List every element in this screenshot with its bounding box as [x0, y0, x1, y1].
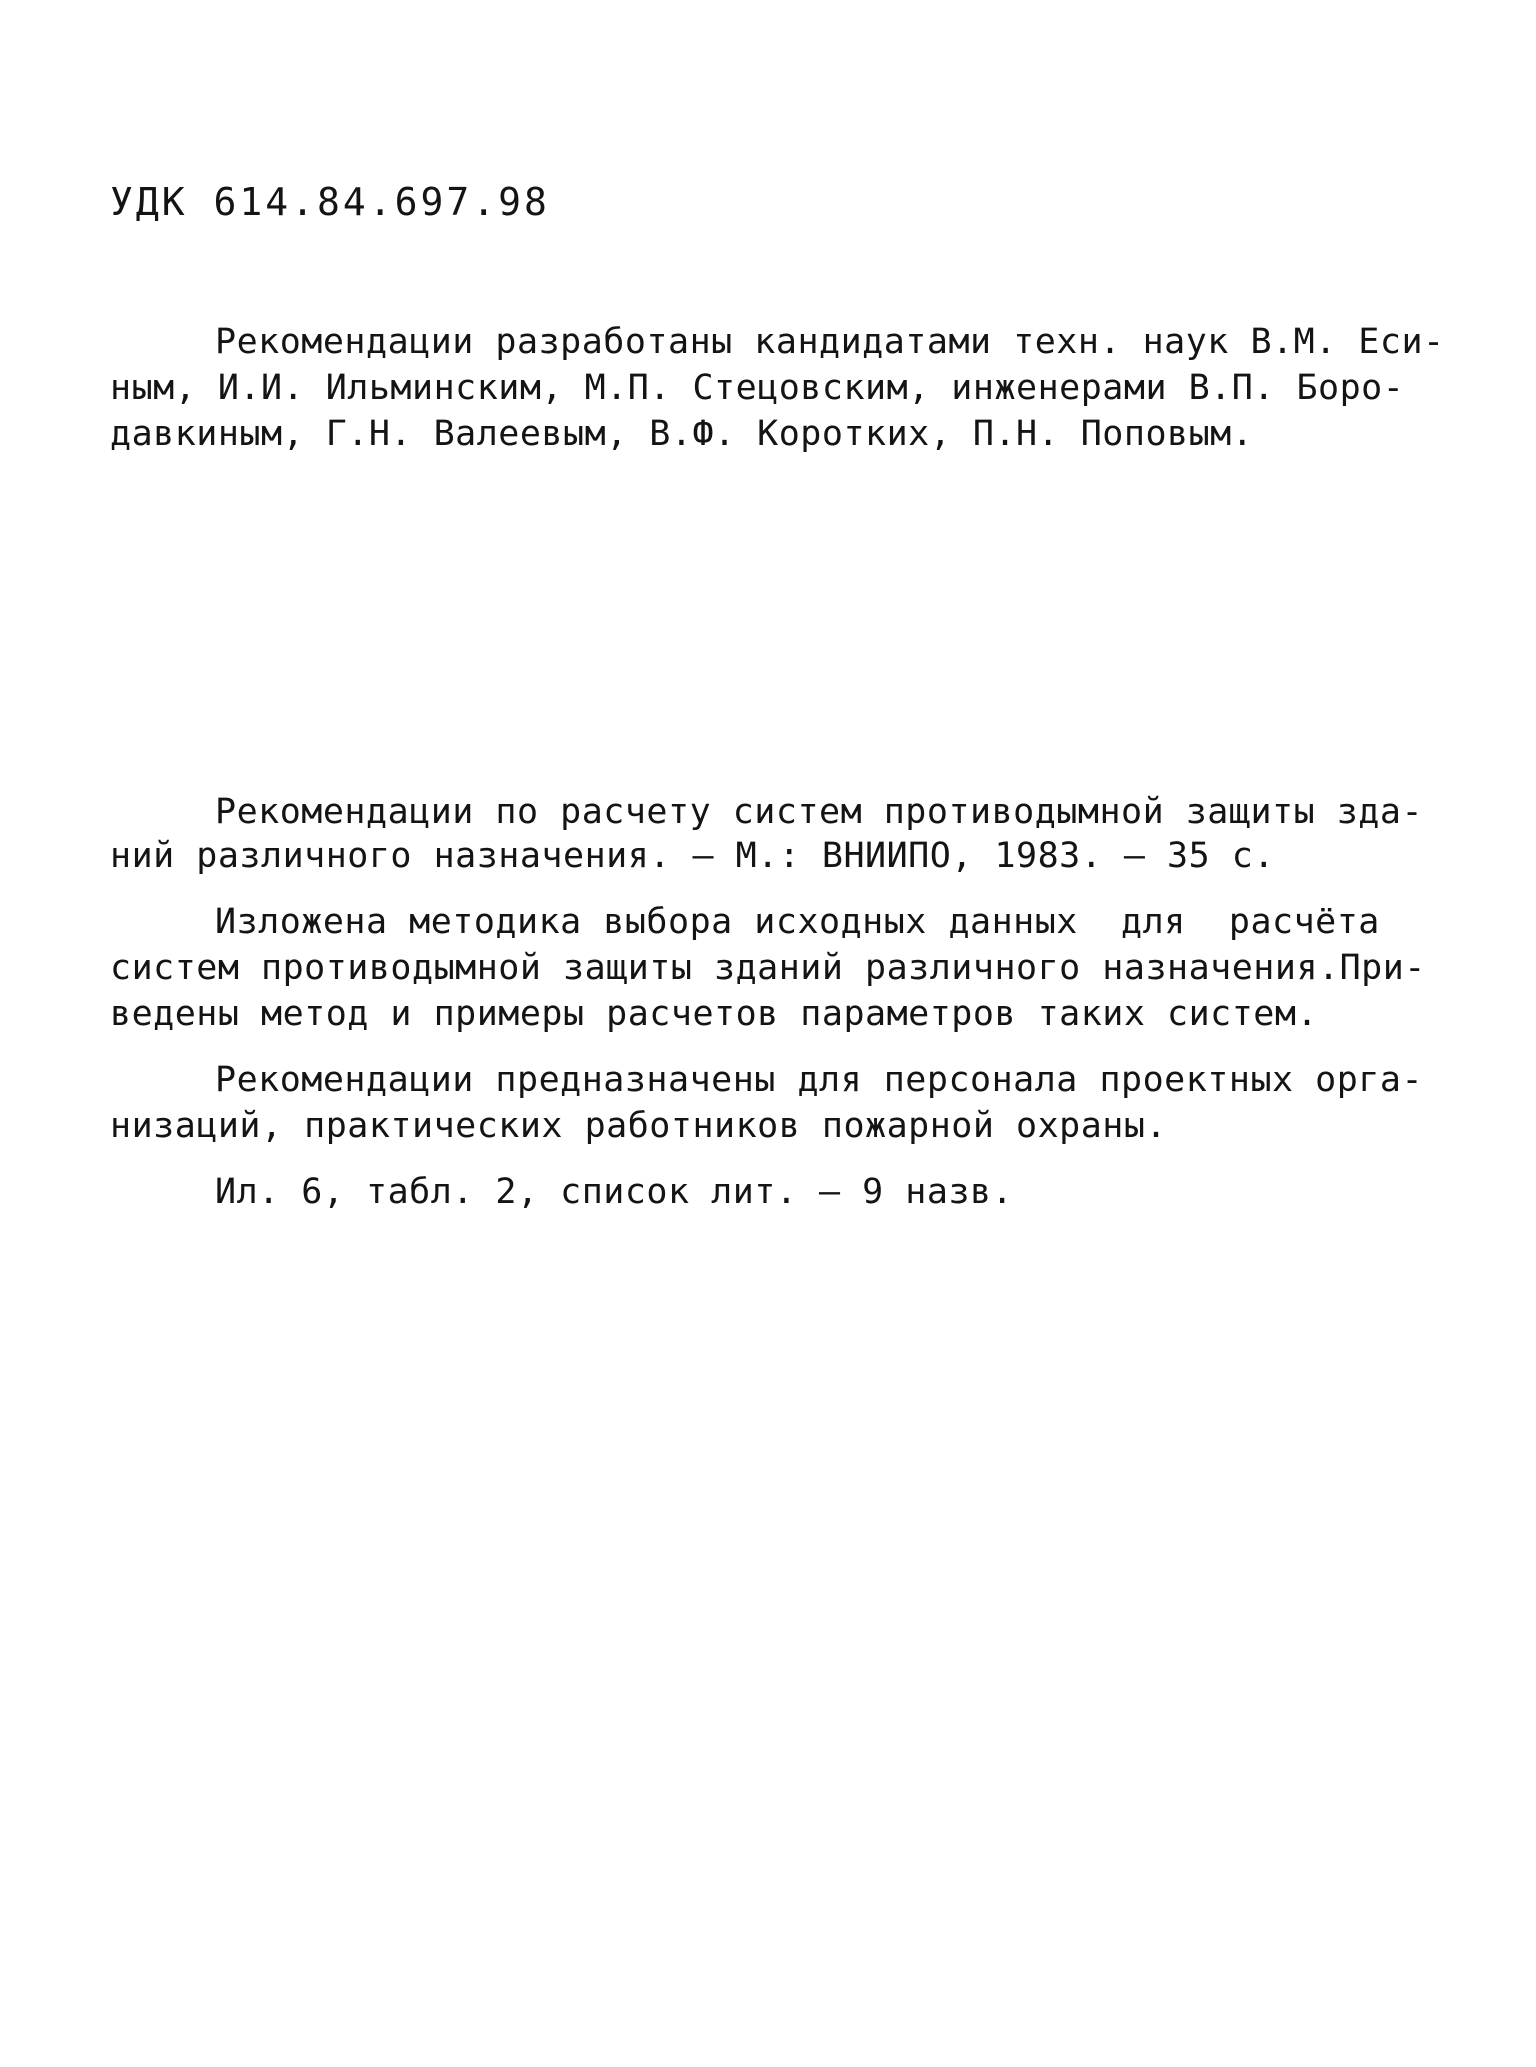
summary-line-3: ведены метод и примеры расчетов параметров таких систем.	[110, 994, 1319, 1034]
audience-line-1: Рекомендации предназначены для персонала проектных орга-	[215, 1060, 1424, 1100]
extent-line: Ил. 6, табл. 2, список лит. – 9 назв.	[215, 1172, 1014, 1212]
authors-line-2: ным, И.И. Ильминским, М.П. Стецовским, инженерами В.П. Боро-	[110, 368, 1405, 408]
audience-line-2: низаций, практических работников пожарной охраны.	[110, 1106, 1168, 1146]
udk-code: УДК 614.84.697.98	[110, 180, 550, 224]
authors-line-1: Рекомендации разработаны кандидатами техн. наук В.М. Еси-	[215, 322, 1445, 362]
authors-line-3: давкиным, Г.Н. Валеевым, В.Ф. Коротких, П.Н. Поповым.	[110, 414, 1254, 454]
citation-line-1: Рекомендации по расчету систем противодымной защиты зда-	[215, 792, 1424, 832]
authors-paragraph	[0, 320, 1445, 454]
citation-line-2: ний различного назначения. – М.: ВНИИПО, 1983. – 35 с.	[110, 836, 1275, 876]
summary-line-1: Изложена методика выбора исходных данных для расчёта	[215, 902, 1380, 942]
summary-line-2: систем противодымной защиты зданий различного назначения.При-	[110, 948, 1426, 988]
abstract-block	[0, 790, 1426, 1212]
